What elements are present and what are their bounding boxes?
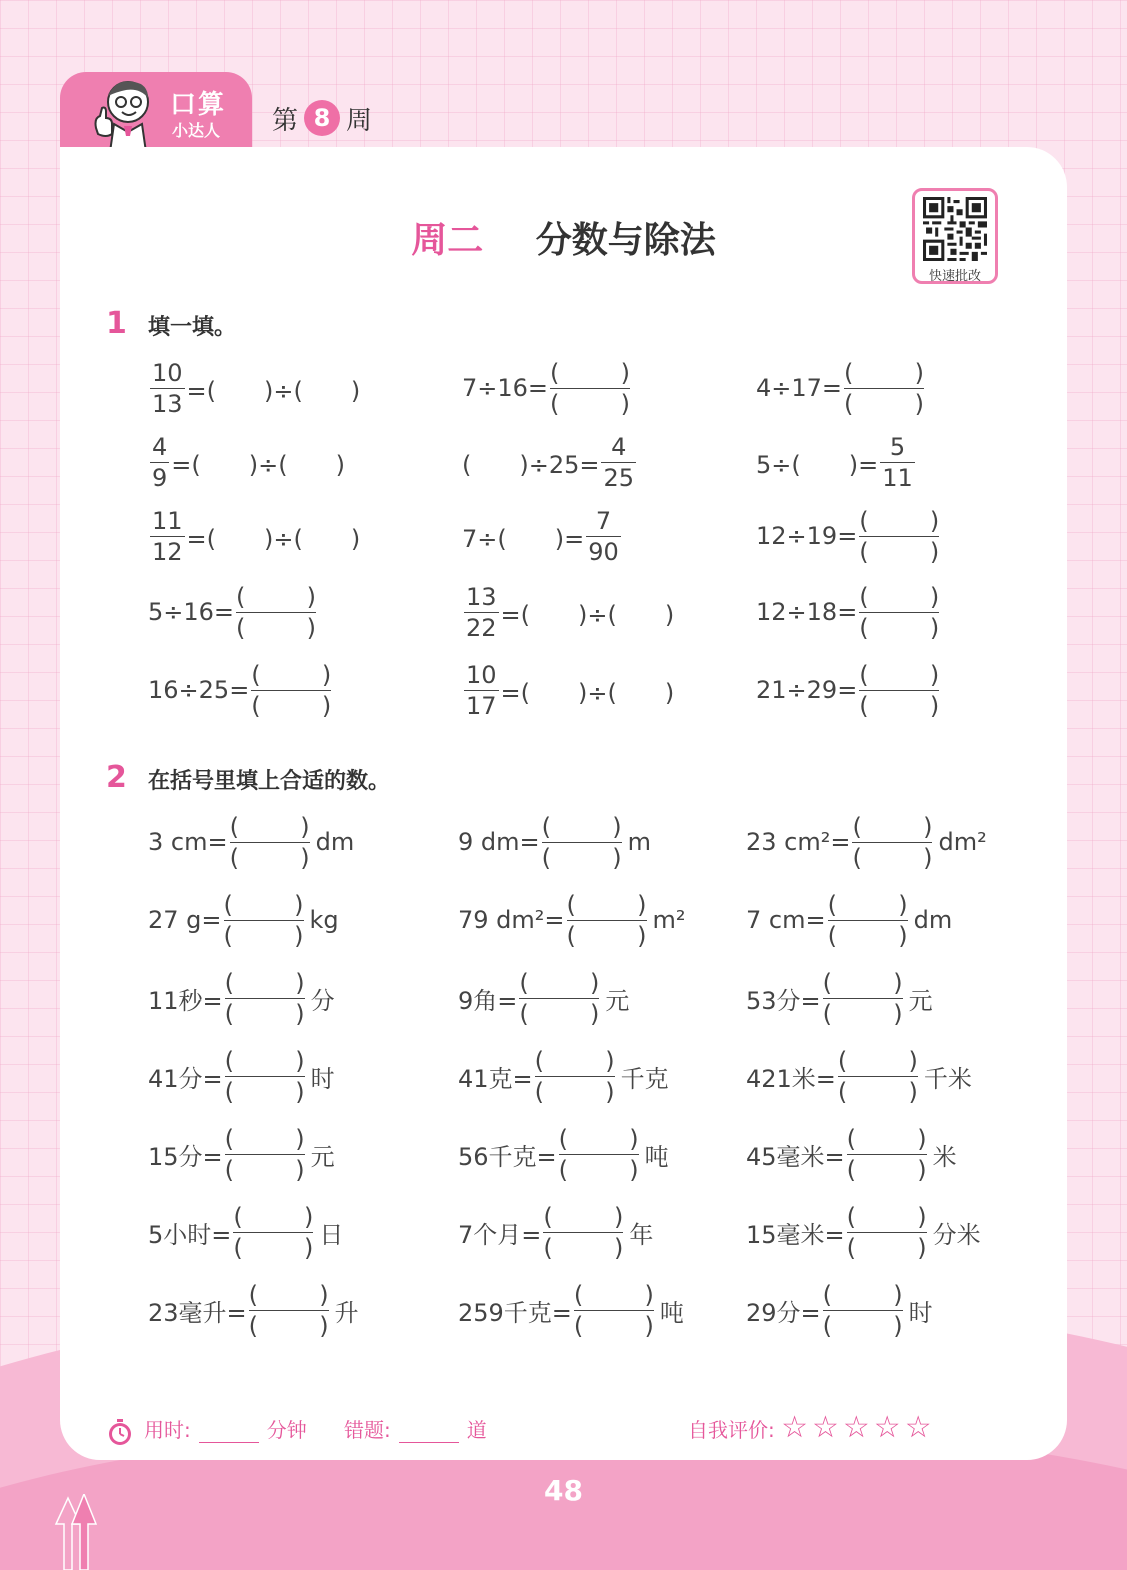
target-unit: dm [315, 828, 355, 856]
answer-denominator-blank[interactable]: ( ) [558, 1155, 639, 1184]
fraction-numerator: 10 [152, 358, 183, 387]
answer-numerator-blank[interactable]: ( ) [541, 812, 622, 841]
answer-fraction-blank[interactable] [846, 1124, 927, 1184]
arrow-decoration-icon [54, 1494, 100, 1570]
answer-fraction-blank[interactable] [543, 1202, 624, 1262]
conversion-quantity: 23 cm²= [746, 828, 851, 856]
target-unit: 千米 [923, 1064, 972, 1093]
answer-numerator-blank[interactable]: ( ) [519, 968, 600, 997]
fraction-bar [542, 842, 622, 843]
exercise-expression: 12÷19= [756, 522, 858, 550]
fraction-denominator: 9 [152, 463, 168, 492]
answer-numerator-blank[interactable]: ( ) [846, 1202, 927, 1231]
answer-fraction-blank[interactable] [822, 1280, 903, 1340]
conversion-item [458, 968, 629, 1028]
conversion-item [458, 812, 651, 872]
conversion-quantity: 15分= [148, 1142, 223, 1171]
answer-blanks[interactable]: =( )÷( ) [186, 376, 361, 405]
answer-denominator-blank[interactable]: ( ) [519, 999, 600, 1028]
answer-denominator-blank[interactable]: ( ) [248, 1311, 329, 1340]
answer-fraction-blank[interactable] [859, 506, 940, 566]
answer-numerator-blank[interactable]: ( ) [573, 1280, 654, 1309]
time-label: 用时: [144, 1418, 191, 1442]
conversion-item [746, 1124, 957, 1184]
conversion-quantity: 421米= [746, 1064, 836, 1093]
exercise-item [756, 506, 941, 566]
conversion-quantity: 3 cm= [148, 828, 228, 856]
fraction-bar [838, 1076, 918, 1077]
exercise-expression: 7÷( )= [462, 524, 585, 553]
qr-label: 快速批改 [928, 269, 981, 284]
answer-numerator-blank[interactable]: ( ) [224, 1046, 305, 1075]
answer-numerator-blank[interactable]: ( ) [558, 1124, 639, 1153]
conversion-item [148, 890, 339, 950]
answer-numerator-blank[interactable]: ( ) [846, 1124, 927, 1153]
target-unit: dm² [938, 828, 987, 856]
page-number: 48 [544, 1474, 583, 1507]
target-unit: 吨 [644, 1142, 669, 1171]
fraction-bar [559, 1154, 639, 1155]
answer-numerator-blank[interactable]: ( ) [236, 582, 317, 611]
conversion-item [148, 968, 335, 1028]
answer-denominator-blank[interactable]: ( ) [846, 1233, 927, 1262]
answer-numerator-blank[interactable]: ( ) [224, 968, 305, 997]
fraction-bar [601, 462, 636, 463]
error-count [344, 1414, 487, 1443]
conversion-item [746, 1280, 933, 1340]
fraction-bar [230, 842, 310, 843]
target-unit: 时 [310, 1064, 335, 1093]
target-unit: 分米 [932, 1220, 981, 1249]
fraction-numerator: 5 [889, 432, 906, 461]
fraction-denominator: 90 [588, 537, 619, 566]
conversion-quantity: 79 dm²= [458, 906, 565, 934]
fraction-bar [150, 388, 185, 389]
answer-fraction-blank[interactable] [837, 1046, 918, 1106]
answer-fraction-blank[interactable] [846, 1202, 927, 1262]
target-unit: 元 [310, 1142, 335, 1171]
conversion-quantity: 27 g= [148, 906, 222, 934]
answer-denominator-blank[interactable]: ( ) [224, 999, 305, 1028]
conversion-item [148, 812, 354, 872]
conversion-quantity: 15毫米= [746, 1220, 845, 1249]
mascot-icon [86, 72, 166, 152]
answer-denominator-blank[interactable]: ( ) [224, 1077, 305, 1106]
exercise-expression: 4÷17= [756, 374, 843, 402]
fraction-numerator: 10 [466, 660, 497, 689]
exercise-item [148, 582, 318, 642]
answer-numerator-blank[interactable]: ( ) [852, 812, 933, 841]
answer-numerator-blank[interactable]: ( ) [566, 890, 647, 919]
conversion-quantity: 41克= [458, 1064, 533, 1093]
answer-fraction-blank[interactable] [248, 1280, 329, 1340]
answer-fraction-blank[interactable] [224, 968, 305, 1028]
section-2-number: 2 [106, 760, 127, 795]
conversion-item [746, 812, 987, 872]
fraction-bar [823, 1310, 903, 1311]
answer-numerator-blank[interactable]: ( ) [251, 660, 332, 689]
fraction-bar [236, 612, 316, 613]
answer-denominator-blank[interactable]: ( ) [224, 1155, 305, 1184]
answer-denominator-blank[interactable]: ( ) [543, 1233, 624, 1262]
time-blank[interactable] [199, 1442, 259, 1443]
conversion-item [458, 1046, 669, 1106]
answer-fraction-blank[interactable] [541, 812, 622, 872]
exercise-expression: 7÷16= [462, 374, 549, 402]
answer-blanks[interactable]: =( )÷( ) [500, 600, 675, 629]
conversion-quantity: 7个月= [458, 1220, 542, 1249]
fraction-bar [225, 1076, 305, 1077]
fraction-bar [859, 690, 939, 691]
target-unit: m [627, 828, 652, 856]
target-unit: 元 [605, 986, 630, 1015]
answer-numerator-blank[interactable]: ( ) [248, 1280, 329, 1309]
exercise-item [148, 506, 360, 566]
answer-fraction-blank[interactable] [573, 1280, 654, 1340]
answer-fraction-blank[interactable] [859, 582, 940, 642]
conversion-item [458, 1280, 684, 1340]
answer-fraction-blank[interactable] [251, 660, 332, 720]
conversion-item [746, 1046, 972, 1106]
target-unit: 米 [932, 1142, 957, 1171]
answer-blanks[interactable]: =( )÷( ) [171, 450, 345, 479]
conversion-item [458, 1124, 669, 1184]
answer-denominator-blank[interactable]: ( ) [566, 921, 647, 950]
qr-code-icon [923, 197, 987, 261]
fraction-bar [852, 842, 932, 843]
exercise-item [756, 432, 917, 492]
conversion-item [148, 1202, 343, 1262]
fraction-bar [847, 1154, 927, 1155]
answer-numerator-blank[interactable]: ( ) [822, 968, 903, 997]
fraction-bar [859, 536, 939, 537]
target-unit: 日 [319, 1220, 344, 1249]
section-1-instruction: 填一填。 [148, 315, 237, 340]
answer-fraction-blank[interactable] [224, 1124, 305, 1184]
target-unit: 时 [908, 1298, 933, 1327]
fraction-bar [586, 536, 621, 537]
fraction [150, 432, 169, 492]
answer-denominator-blank[interactable]: ( ) [223, 921, 304, 950]
fraction-bar [543, 1232, 623, 1233]
conversion-quantity: 53分= [746, 986, 821, 1015]
conversion-quantity: 7 cm= [746, 906, 826, 934]
answer-numerator-blank[interactable]: ( ) [859, 582, 940, 611]
answer-denominator-blank[interactable]: ( ) [837, 1077, 918, 1106]
fraction-bar [519, 998, 599, 999]
answer-fraction-blank[interactable] [859, 660, 940, 720]
answer-fraction-blank[interactable] [229, 812, 310, 872]
exercise-item [462, 660, 674, 720]
rating-stars[interactable]: ☆☆☆☆☆ [781, 1410, 936, 1445]
answer-fraction-blank[interactable] [233, 1202, 314, 1262]
errors-unit: 道 [466, 1418, 487, 1442]
answer-denominator-blank[interactable]: ( ) [822, 1311, 903, 1340]
fraction [586, 506, 621, 566]
fraction-denominator: 12 [152, 537, 183, 566]
answer-numerator-blank[interactable]: ( ) [827, 890, 908, 919]
fraction-numerator: 4 [611, 432, 627, 461]
answer-numerator-blank[interactable]: ( ) [859, 660, 940, 689]
conversion-item [458, 890, 686, 950]
exercise-expression: ( )÷25= [462, 450, 600, 479]
fraction-bar [224, 920, 304, 921]
fraction-bar [464, 690, 499, 691]
conversion-item [746, 890, 952, 950]
target-unit: kg [309, 906, 339, 934]
conversion-item [746, 968, 933, 1028]
conversion-quantity: 45毫米= [746, 1142, 845, 1171]
target-unit: 升 [334, 1298, 359, 1327]
answer-numerator-blank[interactable]: ( ) [822, 1280, 903, 1309]
fraction-bar [150, 536, 185, 537]
fraction-bar [550, 388, 630, 389]
answer-blanks[interactable]: =( )÷( ) [186, 524, 361, 553]
fraction-numerator: 4 [152, 432, 168, 461]
target-unit: m² [652, 906, 686, 934]
answer-numerator-blank[interactable]: ( ) [233, 1202, 314, 1231]
conversion-quantity: 23毫升= [148, 1298, 247, 1327]
fraction-denominator: 17 [466, 691, 497, 720]
exercise-item [756, 358, 926, 418]
answer-fraction-blank[interactable] [534, 1046, 615, 1106]
answer-fraction-blank[interactable] [224, 1046, 305, 1106]
fraction-bar [828, 920, 908, 921]
answer-denominator-blank[interactable]: ( ) [550, 389, 631, 418]
conversion-item [746, 1202, 981, 1262]
answer-fraction-blank[interactable] [566, 890, 647, 950]
exercise-item [462, 506, 623, 566]
exercise-item [462, 432, 638, 492]
exercise-item [462, 358, 632, 418]
exercise-item [756, 582, 941, 642]
fraction-denominator: 11 [882, 463, 913, 492]
answer-fraction-blank[interactable] [844, 358, 925, 418]
answer-denominator-blank[interactable]: ( ) [852, 843, 933, 872]
exercise-expression: 5÷( )= [756, 450, 879, 479]
conversion-item [148, 1124, 335, 1184]
answer-denominator-blank[interactable]: ( ) [844, 389, 925, 418]
week-indicator [272, 98, 372, 138]
fraction [464, 582, 499, 642]
answer-fraction-blank[interactable] [550, 358, 631, 418]
answer-denominator-blank[interactable]: ( ) [573, 1311, 654, 1340]
fraction-bar [574, 1310, 654, 1311]
brand-subtitle: 小达人 [172, 121, 221, 140]
fraction-bar [535, 1076, 615, 1077]
errors-blank[interactable] [399, 1442, 459, 1443]
stopwatch-icon [106, 1418, 134, 1446]
exercise-item [148, 358, 360, 418]
answer-numerator-blank[interactable]: ( ) [837, 1046, 918, 1075]
answer-numerator-blank[interactable]: ( ) [223, 890, 304, 919]
exercise-expression: 12÷18= [756, 598, 858, 626]
section-2-instruction: 在括号里填上合适的数。 [148, 769, 391, 794]
time-unit: 分钟 [266, 1418, 307, 1442]
qr-code-box[interactable] [912, 188, 998, 284]
fraction-bar [225, 998, 305, 999]
fraction-bar [844, 388, 924, 389]
conversion-item [148, 1046, 335, 1106]
fraction-bar [249, 1310, 329, 1311]
target-unit: 年 [629, 1220, 654, 1249]
fraction-numerator: 13 [466, 582, 497, 611]
fraction-bar [150, 462, 169, 463]
fraction-denominator: 25 [603, 463, 635, 492]
answer-fraction-blank[interactable] [236, 582, 317, 642]
target-unit: 元 [908, 986, 933, 1015]
conversion-quantity: 9角= [458, 986, 518, 1015]
week-prefix: 第 [272, 105, 299, 136]
self-rating [688, 1410, 936, 1445]
exercise-item [148, 660, 333, 720]
answer-denominator-blank[interactable]: ( ) [822, 999, 903, 1028]
fraction-denominator: 22 [466, 613, 497, 642]
answer-blanks[interactable]: =( )÷( ) [500, 678, 675, 707]
brand-title: 口算 [170, 90, 227, 120]
answer-numerator-blank[interactable]: ( ) [534, 1046, 615, 1075]
fraction [464, 660, 499, 720]
fraction-numerator: 11 [152, 506, 183, 535]
fraction-bar [859, 612, 939, 613]
target-unit: 分 [310, 986, 335, 1015]
answer-denominator-blank[interactable]: ( ) [534, 1077, 615, 1106]
fraction-bar [880, 462, 915, 463]
conversion-item [148, 1280, 359, 1340]
answer-denominator-blank[interactable]: ( ) [859, 613, 940, 642]
answer-denominator-blank[interactable]: ( ) [827, 921, 908, 950]
worksheet-card [60, 147, 1067, 1460]
week-number-badge: 8 [304, 100, 340, 136]
exercise-item [148, 432, 345, 492]
fraction [601, 432, 636, 492]
answer-numerator-blank[interactable]: ( ) [859, 506, 940, 535]
answer-fraction-blank[interactable] [223, 890, 304, 950]
answer-numerator-blank[interactable]: ( ) [543, 1202, 624, 1231]
title-day: 周二 [411, 220, 484, 261]
answer-fraction-blank[interactable] [822, 968, 903, 1028]
fraction-bar [464, 612, 499, 613]
answer-denominator-blank[interactable]: ( ) [846, 1155, 927, 1184]
answer-denominator-blank[interactable]: ( ) [859, 691, 940, 720]
fraction-bar [847, 1232, 927, 1233]
fraction-bar [225, 1154, 305, 1155]
fraction [150, 506, 185, 566]
answer-denominator-blank[interactable]: ( ) [541, 843, 622, 872]
fraction [150, 358, 185, 418]
answer-fraction-blank[interactable] [852, 812, 933, 872]
fraction-numerator: 7 [595, 506, 612, 535]
conversion-quantity: 9 dm= [458, 828, 540, 856]
answer-denominator-blank[interactable]: ( ) [229, 843, 310, 872]
fraction-denominator: 13 [152, 389, 183, 418]
fraction-bar [823, 998, 903, 999]
section-1-number: 1 [106, 306, 127, 341]
answer-denominator-blank[interactable]: ( ) [251, 691, 332, 720]
answer-fraction-blank[interactable] [827, 890, 908, 950]
fraction-bar [233, 1232, 313, 1233]
conversion-item [458, 1202, 653, 1262]
rating-label: 自我评价: [688, 1418, 775, 1442]
answer-numerator-blank[interactable]: ( ) [844, 358, 925, 387]
conversion-quantity: 41分= [148, 1064, 223, 1093]
target-unit: 千克 [620, 1064, 669, 1093]
conversion-quantity: 11秒= [148, 986, 223, 1015]
fraction [880, 432, 915, 492]
title-topic: 分数与除法 [535, 220, 716, 261]
answer-fraction-blank[interactable] [519, 968, 600, 1028]
exercise-item [462, 582, 674, 642]
week-suffix: 周 [346, 105, 373, 136]
answer-numerator-blank[interactable]: ( ) [224, 1124, 305, 1153]
exercise-expression: 16÷25= [148, 676, 250, 704]
conversion-quantity: 259千克= [458, 1298, 572, 1327]
exercise-expression: 21÷29= [756, 676, 858, 704]
fraction-bar [567, 920, 647, 921]
exercise-expression: 5÷16= [148, 598, 235, 626]
conversion-quantity: 56千克= [458, 1142, 557, 1171]
answer-numerator-blank[interactable]: ( ) [550, 358, 631, 387]
fraction-bar [251, 690, 331, 691]
time-used [144, 1414, 307, 1443]
exercise-item [756, 660, 941, 720]
answer-fraction-blank[interactable] [558, 1124, 639, 1184]
errors-label: 错题: [344, 1418, 391, 1442]
conversion-quantity: 5小时= [148, 1220, 232, 1249]
target-unit: 吨 [659, 1298, 684, 1327]
target-unit: dm [913, 906, 953, 934]
answer-denominator-blank[interactable]: ( ) [859, 537, 940, 566]
answer-numerator-blank[interactable]: ( ) [229, 812, 310, 841]
answer-denominator-blank[interactable]: ( ) [233, 1233, 314, 1262]
conversion-quantity: 29分= [746, 1298, 821, 1327]
answer-denominator-blank[interactable]: ( ) [236, 613, 317, 642]
